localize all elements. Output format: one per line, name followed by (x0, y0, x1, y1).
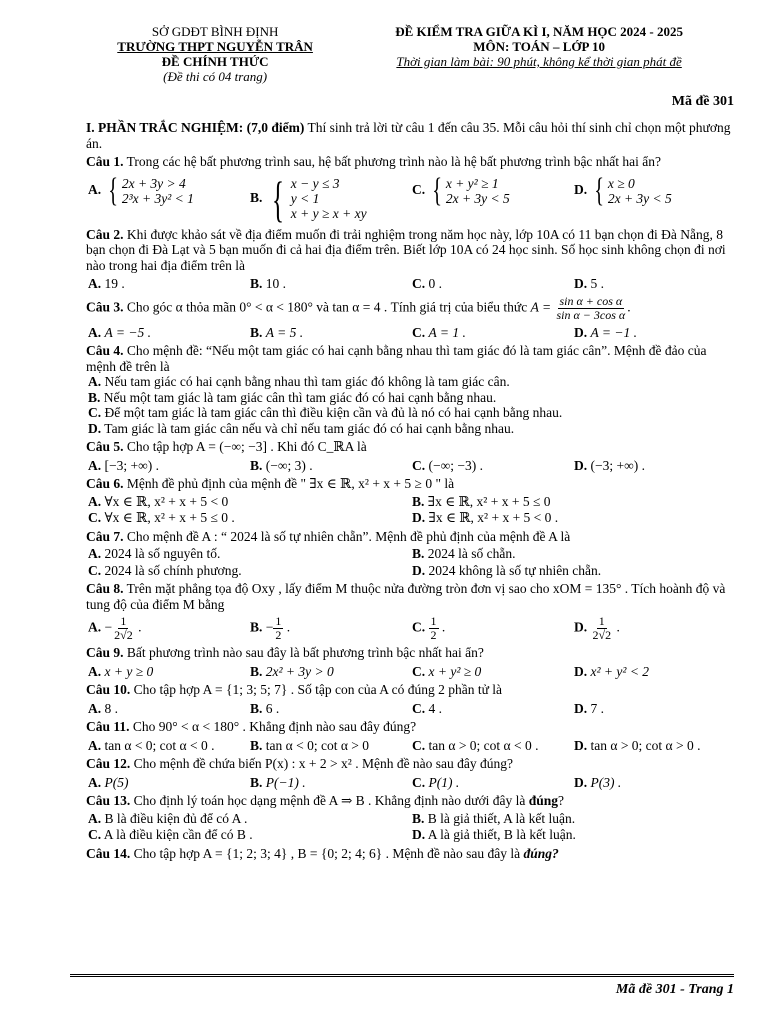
option-d[interactable] (410, 827, 734, 843)
exam-title: ĐỀ KIỂM TRA GIỮA KÌ I, NĂM HỌC 2024 - 2025 (395, 24, 684, 39)
option-letter: C. (412, 737, 426, 753)
option-d[interactable] (572, 738, 734, 754)
question-emphasis: đúng? (523, 845, 559, 861)
question-label: Câu 7. (86, 528, 124, 544)
question-2 (86, 227, 734, 274)
question-14 (86, 846, 734, 862)
question-text: Cho định lý toán học dạng mệnh đề A ⇒ B . Khẳng định nào dưới đây là (133, 793, 526, 808)
question-label: Câu 4. (86, 343, 124, 358)
option-c[interactable] (410, 701, 572, 717)
option-letter: C. (412, 774, 426, 790)
option-d[interactable] (86, 421, 734, 437)
question-label: Câu 13. (86, 793, 131, 808)
option-text: 2x² + 3y > 0 (265, 663, 334, 679)
option-letter: D. (574, 324, 588, 340)
option-b[interactable] (248, 664, 410, 680)
option-letter: A. (88, 457, 102, 473)
option-text: (−∞; 3) . (265, 457, 313, 473)
option-text: 2024 là số nguyên tố. (104, 546, 221, 561)
question-text: Cho tập hợp A = (−∞; −3] . Khi đó C_ℝA là (126, 439, 367, 454)
option-b[interactable] (410, 546, 734, 562)
fraction-numerator: 1 (120, 614, 127, 628)
option-text: tan α < 0; cot α < 0 . (104, 737, 215, 753)
question-2-options (86, 276, 734, 292)
option-text: ∀x ∈ ℝ, x² + x + 5 < 0 (104, 493, 229, 509)
option-text: 2024 không là số tự nhiên chẵn. (428, 562, 602, 578)
option-letter: B. (250, 189, 263, 205)
option-letter: A. (88, 181, 102, 197)
option-text: 7 . (590, 700, 604, 716)
option-d[interactable] (572, 775, 734, 791)
inequality-system: { x ≥ 0 2x + 3y < 5 (593, 171, 672, 209)
question-7-options (86, 546, 734, 578)
fraction-numerator: sin α + cos α (559, 293, 623, 308)
option-text: 6 . (265, 700, 280, 716)
question-4-options (86, 374, 734, 436)
option-letter: A. (88, 619, 102, 635)
option-c[interactable] (86, 563, 410, 579)
option-text: A là điều kiện cần để có B . (103, 827, 253, 842)
option-b[interactable] (410, 494, 734, 510)
option-text: [−3; +∞) . (104, 457, 159, 473)
option-letter: C. (412, 324, 426, 340)
question-13-options (86, 811, 734, 843)
fraction-denominator: 2 (275, 628, 282, 642)
system-row: y < 1 (290, 191, 320, 206)
option-letter: A. (88, 276, 102, 291)
option-text: B là điều kiện đủ để có A . (104, 810, 248, 826)
option-letter: A. (88, 374, 102, 389)
option-letter: B. (250, 457, 263, 473)
question-label: Câu 2. (86, 226, 124, 242)
option-text: 19 . (104, 276, 125, 291)
option-letter: B. (250, 700, 263, 716)
option-letter: C. (412, 181, 426, 197)
question-11-options (86, 738, 734, 754)
fraction-numerator: 1 (430, 614, 437, 628)
option-letter: A. (88, 324, 102, 340)
option-d[interactable] (410, 563, 734, 579)
option-text: x + y ≥ 0 (104, 663, 154, 679)
system-row: x − y ≤ 3 (290, 176, 340, 191)
question-7 (86, 529, 734, 545)
question-6-options (86, 494, 734, 526)
dept-name: SỞ GDĐT BÌNH ĐỊNH (151, 24, 279, 39)
option-text: x² + y² < 2 (590, 663, 650, 679)
option-letter: B. (412, 546, 425, 561)
option-text: A = −1 . (590, 324, 637, 340)
option-a[interactable] (86, 738, 248, 754)
inequality-system: { x − y ≤ 3 y < 1 x + y ≥ x + xy (271, 170, 367, 227)
option-text: A = −5 . (104, 324, 151, 340)
option-letter: D. (574, 276, 588, 291)
option-letter: A. (88, 774, 102, 790)
question-6 (86, 476, 734, 492)
option-b[interactable] (248, 170, 410, 227)
exam-content (86, 120, 734, 861)
option-text: x + y² ≥ 0 (428, 663, 482, 679)
option-letter: B. (250, 663, 263, 679)
exam-header (86, 24, 734, 92)
question-3: Câu 3. Cho góc α thỏa mãn 0° < α < 180° và tan α = 4 . Tính giá trị của biểu thức A = $\frac{\text{sin α + cos α}}{\text{sin α − 3cos α}}$ . (86, 293, 631, 322)
option-text: 2024 là số chính phương. (104, 562, 242, 578)
option-letter: A. (88, 737, 102, 753)
option-sign: − (265, 619, 274, 635)
option-b[interactable] (410, 811, 734, 827)
question-13 (86, 793, 734, 809)
option-text: 5 . (590, 276, 604, 291)
section-intro: Thí sinh trả lời từ câu 1 đến câu 35. Mỗi câu hỏi thí sinh chỉ chọn một phương án. (86, 120, 731, 151)
option-c[interactable] (86, 827, 410, 843)
option-letter: B. (250, 276, 263, 291)
option-a[interactable] (86, 374, 734, 390)
question-8-options (86, 615, 734, 642)
option-text: ∃x ∈ ℝ, x² + x + 5 < 0 . (428, 510, 559, 525)
question-text: Khi được khảo sát về địa điểm muốn đi trải nghiệm trong năm học này, lớp 10A có 11 bạn chọn đi Đà Nẵng, 8 bạn chọn đi Đà Lạt và 5 bạn muốn đi cả hai địa điểm trên. Biết lớp 10A có 24 học sinh. Số học sinh không chọn đi nơi nào trong hai địa điểm trên là (86, 226, 726, 273)
option-c[interactable] (410, 458, 572, 474)
option-letter: A. (88, 700, 102, 716)
option-d[interactable] (572, 325, 734, 341)
option-a[interactable] (86, 775, 248, 791)
footer-divider (70, 974, 734, 977)
option-letter: C. (412, 619, 426, 635)
option-a[interactable] (86, 458, 248, 474)
fraction-numerator: 1 (598, 614, 605, 628)
option-letter: A. (88, 546, 102, 561)
question-10 (86, 682, 734, 698)
option-text: P(−1) . (265, 774, 306, 790)
option-text: ∃x ∈ ℝ, x² + x + 5 ≤ 0 (427, 493, 551, 509)
question-text-end: ? (558, 793, 565, 808)
option-letter: D. (412, 510, 426, 525)
option-letter: D. (574, 619, 588, 635)
option-letter: D. (88, 420, 102, 436)
option-a[interactable] (86, 664, 248, 680)
system-row: x + y ≥ x + xy (290, 206, 367, 221)
question-12-options (86, 775, 734, 791)
system-row: 2x + 3y < 5 (607, 190, 672, 206)
question-text: Trong các hệ bất phương trình sau, hệ bất phương trình nào là hệ bất phương trình bậc nhất hai ẩn? (126, 154, 662, 169)
question-12 (86, 756, 734, 772)
option-text: Để một tam giác là tam giác cân thì điều kiện cần và đủ là nó có hai cạnh bằng nhau. (104, 405, 563, 420)
option-b[interactable] (248, 458, 410, 474)
option-a[interactable] (86, 276, 248, 292)
option-a[interactable] (86, 701, 248, 717)
system-row: 2x + 3y < 5 (445, 190, 510, 206)
option-letter: D. (574, 663, 588, 679)
option-letter: C. (412, 663, 426, 679)
option-text: Nếu một tam giác là tam giác cân thì tam giác đó có hai cạnh bằng nhau. (103, 389, 497, 405)
option-text: 4 . (428, 700, 442, 716)
option-fraction (591, 615, 614, 642)
question-text: Cho mệnh đề: “Nếu một tam giác có hai cạnh bằng nhau thì tam giác đó là tam giác cân”. Mệnh đề đảo của mệnh đề trên là (86, 343, 707, 374)
question-emphasis: đúng (528, 793, 559, 808)
option-sign: − (104, 619, 113, 635)
option-b[interactable] (248, 325, 410, 341)
option-letter: D. (574, 737, 588, 753)
question-text: Mệnh đề phủ định của mệnh đề " ∃x ∈ ℝ, x² + x + 5 ≥ 0 " là (126, 476, 455, 491)
option-text: Nếu tam giác có hai cạnh bằng nhau thì tam giác đó không là tam giác cân. (104, 374, 510, 389)
section-heading (86, 120, 734, 151)
question-11 (86, 719, 734, 735)
option-c[interactable] (410, 775, 572, 791)
option-letter: C. (88, 562, 102, 578)
option-letter: B. (412, 493, 425, 509)
option-d[interactable] (572, 701, 734, 717)
option-letter: C. (412, 457, 426, 473)
option-letter: C. (88, 827, 102, 842)
option-text: 0 . (428, 276, 442, 291)
option-letter: A. (88, 663, 102, 679)
option-text: 8 . (104, 700, 118, 716)
expression-lhs: A = (530, 299, 552, 315)
option-d[interactable]: D. $\frac{1}{2√2}$ . (574, 614, 620, 642)
option-text: A = 5 . (265, 324, 304, 340)
option-d[interactable] (410, 510, 734, 526)
option-letter: C. (412, 700, 426, 716)
question-label: Câu 10. (86, 682, 131, 697)
fraction-denominator: 2√2 (592, 628, 612, 642)
inequality-system: { x + y² ≥ 1 2x + 3y < 5 (431, 171, 510, 209)
header-right (344, 24, 734, 92)
option-b[interactable] (86, 390, 734, 406)
option-letter: A. (88, 810, 102, 826)
option-letter: B. (412, 810, 425, 826)
option-a[interactable] (86, 325, 248, 341)
option-c[interactable] (410, 738, 572, 754)
option-text: 10 . (265, 276, 287, 291)
question-text: Cho mệnh đề A : “ 2024 là số tự nhiên chẵn”. Mệnh đề phủ định của mệnh đề A là (126, 528, 571, 544)
option-fraction (112, 615, 135, 642)
question-text: Cho góc α thỏa mãn 0° < α < 180° và tan α = 4 . Tính giá trị của biểu thức (126, 299, 528, 315)
option-d[interactable] (572, 664, 734, 680)
question-text: Cho 90° < α < 180° . Khẳng định nào sau đây đúng? (132, 719, 417, 734)
question-label: Câu 3. (86, 299, 124, 315)
option-letter: C. (88, 510, 102, 525)
page-footer: Mã đề 301 - Trang 1 (615, 982, 734, 997)
section-title: I. PHẦN TRẮC NGHIỆM: (7,0 điểm) (86, 120, 305, 135)
option-c[interactable] (410, 276, 572, 292)
option-letter: B. (88, 389, 101, 405)
option-letter: C. (412, 276, 426, 291)
inequality-system: { 2x + 3y > 4 2³x + 3y² < 1 (107, 171, 194, 209)
option-b[interactable] (248, 738, 410, 754)
question-label: Câu 11. (86, 719, 130, 734)
question-10-options (86, 701, 734, 717)
option-text: A là giả thiết, B là kết luận. (427, 827, 576, 842)
subject-line: MÔN: TOÁN – LỚP 10 (473, 39, 605, 54)
option-c[interactable] (410, 664, 572, 680)
question-label: Câu 1. (86, 154, 124, 169)
option-a[interactable]: A. − $\frac{1}{2√2}$ . (88, 614, 142, 642)
school-name: TRƯỜNG THPT NGUYỄN TRÂN (117, 39, 313, 54)
option-text: (−3; +∞) . (590, 457, 645, 473)
option-c[interactable] (410, 171, 572, 224)
option-b[interactable] (248, 775, 410, 791)
question-text: Cho mệnh đề chứa biến P(x) : x + 2 > x² . Mệnh đề nào sau đây đúng? (133, 756, 514, 771)
question-1 (86, 154, 734, 170)
option-text: A = 1 . (428, 324, 466, 340)
option-text: ∀x ∈ ℝ, x² + x + 5 ≤ 0 . (104, 510, 235, 525)
option-text: Tam giác là tam giác cân nếu và chỉ nếu tam giác đó có hai cạnh bằng nhau. (104, 420, 515, 436)
option-text: P(3) . (590, 774, 622, 790)
option-d[interactable] (572, 171, 734, 224)
exam-code: Mã đề 301 (671, 94, 734, 109)
option-c[interactable] (410, 325, 572, 341)
option-letter: C. (88, 405, 102, 420)
option-b[interactable]: B. − $\frac{1}{2}$ . (250, 614, 291, 642)
header-left (86, 24, 344, 92)
option-letter: D. (412, 827, 426, 842)
question-text: Trên mặt phẳng tọa độ Oxy , lấy điểm M thuộc nửa đường tròn đơn vị sao cho xOM = 135° . Tích hoành độ và tung độ của điểm M bằng (86, 581, 726, 612)
option-fraction (273, 615, 283, 642)
question-5-options (86, 458, 734, 474)
option-d[interactable] (572, 276, 734, 292)
option-text: tan α < 0; cot α > 0 (265, 737, 369, 753)
question-label: Câu 6. (86, 476, 124, 491)
option-c[interactable] (86, 405, 734, 421)
question-label: Câu 14. (86, 845, 131, 861)
question-5 (86, 439, 734, 455)
option-text: tan α > 0; cot α > 0 . (590, 737, 701, 753)
option-text: P(5) (104, 774, 129, 790)
page-count-note: (Đề thi có 04 trang) (163, 69, 268, 84)
option-letter: D. (574, 774, 588, 790)
question-8 (86, 581, 734, 612)
system-row: 2x + 3y > 4 (121, 175, 186, 191)
option-text: tan α > 0; cot α < 0 . (428, 737, 539, 753)
official-label: ĐỀ CHÍNH THỨC (161, 54, 269, 69)
fraction-denominator: 2√2 (114, 628, 133, 642)
question-9-options (86, 664, 734, 680)
option-letter: B. (250, 737, 263, 753)
option-letter: D. (574, 457, 588, 473)
option-text: 2024 là số chẵn. (427, 546, 516, 561)
question-text: Cho tập hợp A = {1; 2; 3; 4} , B = {0; 2; 4; 6} . Mệnh đề nào sau đây là (133, 845, 521, 861)
option-text: (−∞; −3) . (428, 457, 483, 473)
option-c[interactable]: C. $\frac{1}{2}$ . (412, 614, 446, 642)
fraction-denominator: 2 (430, 628, 437, 642)
question-text: Cho tập hợp A = {1; 3; 5; 7} . Số tập con của A có đúng 2 phần tử là (133, 682, 503, 697)
question-1-options (86, 170, 734, 227)
fraction-denominator: sin α − 3cos α (556, 307, 626, 322)
option-d[interactable] (572, 458, 734, 474)
option-b[interactable] (248, 276, 410, 292)
option-fraction (429, 615, 439, 642)
option-a[interactable] (86, 546, 410, 562)
time-note: Thời gian làm bài: 90 phút, không kể thời gian phát đề (396, 54, 682, 69)
option-letter: D. (574, 181, 588, 197)
option-letter: B. (250, 619, 263, 635)
question-label: Câu 8. (86, 581, 124, 596)
question-label: Câu 9. (86, 645, 124, 660)
question-label: Câu 12. (86, 756, 131, 771)
fraction-numerator: 1 (275, 614, 282, 628)
option-text: B là giả thiết, A là kết luận. (427, 810, 576, 826)
option-letter: D. (412, 562, 426, 578)
option-text: P(1) . (428, 774, 460, 790)
option-letter: B. (250, 324, 263, 340)
system-row: x ≥ 0 (607, 175, 635, 191)
option-b[interactable] (248, 701, 410, 717)
option-letter: D. (574, 700, 588, 716)
option-a[interactable] (86, 494, 410, 510)
option-a[interactable] (86, 171, 248, 224)
option-c[interactable] (86, 510, 410, 526)
option-letter: A. (88, 493, 102, 509)
question-9 (86, 645, 734, 661)
question-label: Câu 5. (86, 439, 124, 454)
system-row: 2³x + 3y² < 1 (121, 190, 194, 206)
option-a[interactable] (86, 811, 410, 827)
question-3-options (86, 325, 734, 341)
system-row: x + y² ≥ 1 (445, 175, 499, 191)
question-4 (86, 343, 734, 374)
question-text: Bất phương trình nào sau đây là bất phương trình bậc nhất hai ẩn? (126, 645, 484, 660)
expression-fraction (555, 295, 628, 322)
option-letter: B. (250, 774, 263, 790)
